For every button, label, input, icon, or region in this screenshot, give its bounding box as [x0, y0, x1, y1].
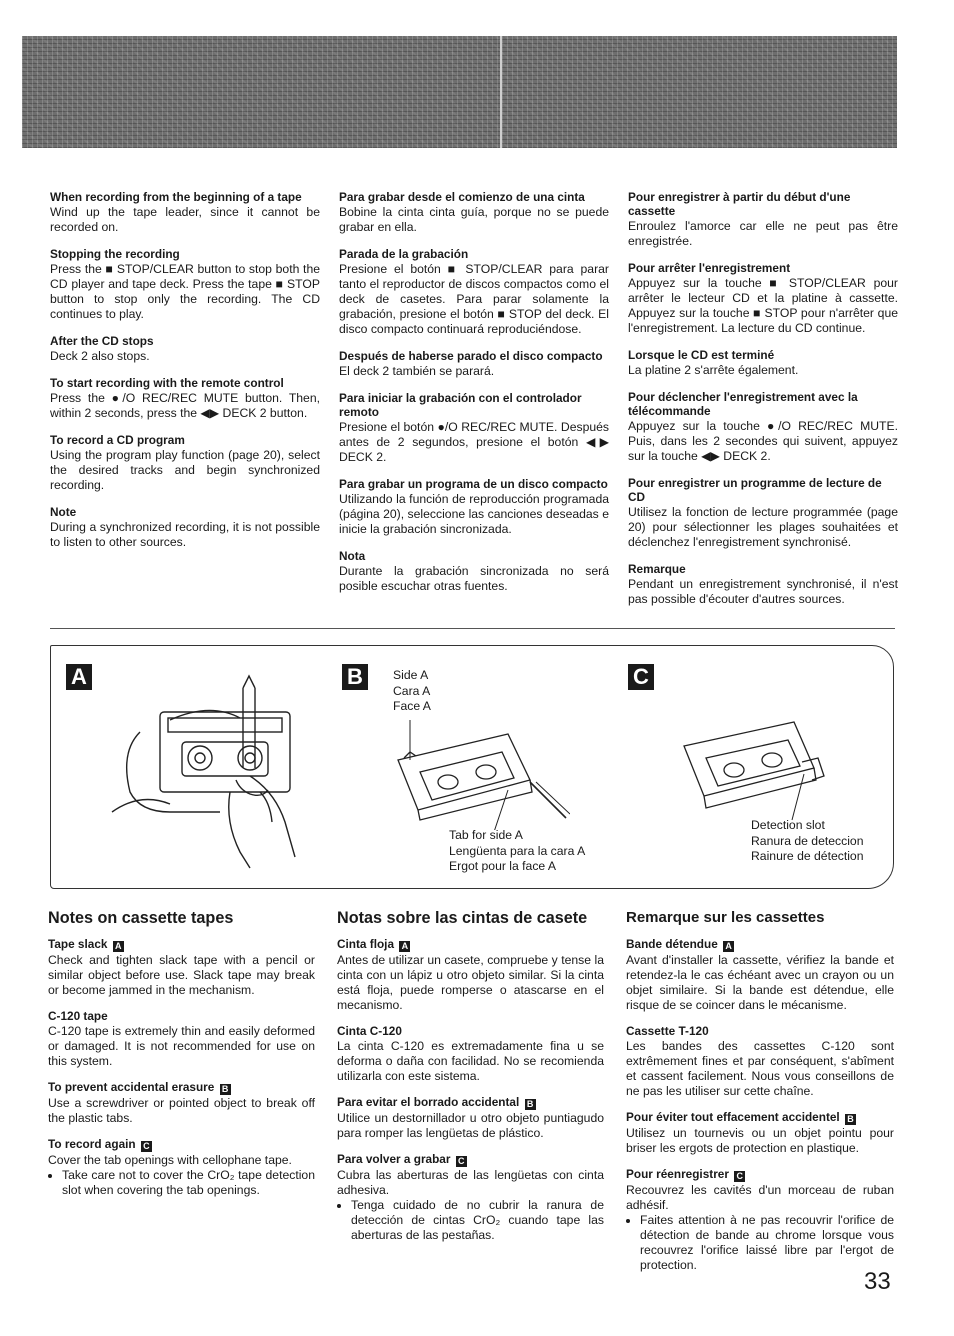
note-text: Avant d'installer la cassette, vérifiez la bande et retendez-la le cas échéant avec un crayon ou un objet similaire. Si la bande est détendue, elle risque de se coincer dans le mécanisme.	[626, 953, 894, 1012]
cassette-tab-illustration	[390, 720, 570, 830]
notes-title-es: Notas sobre las cintas de casete	[337, 909, 588, 927]
section-text: Enroulez l'amorce car elle ne peut pas être enregistrée.	[628, 219, 898, 248]
note-bullets	[337, 1198, 604, 1243]
section-text: El deck 2 también se parará.	[339, 364, 495, 378]
note-heading	[626, 1167, 894, 1182]
section-heading: Nota	[339, 549, 366, 563]
figure-ref-badge: C	[734, 1171, 745, 1182]
section-heading: Pour déclencher l'enregistrement avec la télécommande	[628, 390, 858, 418]
header-banner	[22, 36, 897, 148]
page-number: 33	[864, 1268, 891, 1295]
note-text: La cinta C-120 es extremadamente fina u se deforma o daña con facilidad. No se recomienda utilizarla con este sistema.	[337, 1039, 604, 1083]
heading-text: Para evitar el borrado accidental	[337, 1095, 520, 1109]
section-heading: Después de haberse parado el disco compacto	[339, 349, 603, 363]
note-text: Use a screwdriver or pointed object to break off the plastic tabs.	[48, 1096, 315, 1125]
figure-ref-badge: C	[141, 1141, 152, 1152]
side-a-caption	[393, 668, 431, 715]
section-text: Press the ■ STOP/CLEAR button to stop both the CD player and tape deck. Press the tape ■ STOP button to stop only the recording. The CD continues to play.	[50, 262, 320, 321]
figure-a-label: A	[66, 664, 92, 690]
banner-divider	[500, 36, 502, 148]
section-text: Presione el botón ■ STOP/CLEAR para parar tanto el reproductor de discos compactos como el deck de casetes. Para parar solamente la grabación, presione el botón ■ STOP del deck. El disco compacto continuará reproduciéndose.	[339, 262, 609, 336]
section-text: Durante la grabación sincronizada no será posible escuchar otras fuentes.	[339, 564, 609, 593]
section-heading: Para grabar desde el comienzo de una cinta	[339, 190, 585, 204]
notes-title-fr: Remarque sur les cassettes	[626, 909, 825, 926]
note-heading	[48, 1137, 315, 1152]
caption-line: Rainure de détection	[751, 849, 864, 863]
note-heading: Cassette T-120	[626, 1024, 709, 1038]
section-heading: To start recording with the remote control	[50, 376, 284, 390]
section-heading: Para grabar un programa de un disco compacto	[339, 477, 608, 491]
section-heading: Note	[50, 505, 77, 519]
section-text: Bobine la cinta cinta guía, porque no se puede grabar en ella.	[339, 205, 609, 234]
heading-text: Tape slack	[48, 937, 108, 951]
section-text: Utilisez la fonction de lecture programmée (page 20) pour sélectionner les plages souhaitées et déclenchez l'enregistrement synchronisé.	[628, 505, 898, 549]
section-heading: Remarque	[628, 562, 686, 576]
caption-line: Face A	[393, 699, 431, 713]
heading-text: Pour réenregistrer	[626, 1167, 729, 1181]
caption-line: Ranura de deteccion	[751, 833, 864, 848]
section-text: Appuyez sur la touche ■ STOP/CLEAR pour arrêter le lecteur CD et la platine à cassette. Appuyez sur la touche ■ STOP pour n'arrêter que l'enregistrement. La lecture du CD continue.	[628, 276, 898, 335]
recording-column-es	[339, 190, 609, 606]
note-heading	[48, 937, 315, 952]
figure-ref-badge: A	[723, 941, 734, 952]
section-text: Using the program play function (page 20), select the desired tracks and begin synchronized recording.	[50, 448, 320, 492]
section-heading: To record a CD program	[50, 433, 185, 447]
note-heading	[337, 937, 604, 952]
recording-column-fr	[628, 190, 898, 619]
figure-ref-badge: B	[845, 1114, 856, 1125]
section-text: Press the ●/O REC/REC MUTE button. Then, within 2 seconds, press the ◀▶ DECK 2 button.	[50, 391, 320, 420]
note-heading	[337, 1152, 604, 1167]
note-heading: Cinta C-120	[337, 1024, 402, 1038]
heading-text: Cinta floja	[337, 937, 395, 951]
section-text: Presione el botón ●/O REC/REC MUTE. Después antes de 2 segundos, presione el botón ◀▶ DECK 2.	[339, 420, 609, 464]
section-text: Deck 2 also stops.	[50, 349, 150, 363]
figure-ref-badge: B	[220, 1084, 231, 1095]
section-heading: After the CD stops	[50, 334, 154, 348]
caption-line: Tab for side A	[449, 828, 523, 842]
caption-line: Cara A	[393, 683, 431, 698]
heading-text: To prevent accidental erasure	[48, 1080, 215, 1094]
caption-line: Side A	[393, 668, 429, 682]
tape-tightening-illustration	[100, 672, 320, 872]
note-heading	[626, 937, 894, 952]
section-heading: Lorsque le CD est terminé	[628, 348, 775, 362]
notes-column-es	[337, 937, 604, 1243]
caption-line: Detection slot	[751, 818, 825, 832]
figure-ref-badge: C	[456, 1156, 467, 1167]
note-heading	[337, 1095, 604, 1110]
note-text: Cover the tab openings with cellophane tape.	[48, 1153, 292, 1167]
figure-ref-badge: A	[113, 941, 124, 952]
detection-slot-caption	[751, 818, 863, 865]
section-text: During a synchronized recording, it is not possible to listen to other sources.	[50, 520, 320, 549]
note-bullets	[626, 1213, 894, 1273]
note-text: Check and tighten slack tape with a pencil or similar object before use. Slack tape may break or become jammed in the mechanism.	[48, 953, 315, 997]
section-heading: When recording from the beginning of a tape	[50, 190, 302, 204]
section-heading: Pour enregistrer à partir du début d'une cassette	[628, 190, 851, 218]
figure-ref-badge: B	[525, 1099, 536, 1110]
heading-text: Pour éviter tout effacement accidentel	[626, 1110, 840, 1124]
note-heading	[626, 1110, 894, 1125]
section-heading: Pour enregistrer un programme de lecture de CD	[628, 476, 882, 504]
section-heading: Parada de la grabación	[339, 247, 469, 261]
section-text: La platine 2 s'arrête également.	[628, 363, 799, 377]
caption-line: Ergot pour la face A	[449, 859, 557, 873]
note-bullet: • Tenga cuidado de no cubrir la ranura de detección de cintas CrO₂ cuando tape las aberturas de las pestañas.	[351, 1198, 604, 1243]
section-heading: Para iniciar la grabación con el controlador remoto	[339, 391, 582, 419]
figure-c-label: C	[628, 664, 654, 690]
note-text: Les bandes des cassettes C-120 sont extrêmement fines et par conséquent, s'abîment et cassent facilement. Nous vous conseillons de ne pas les utiliser sur cette chaîne.	[626, 1039, 894, 1098]
note-text: Utilice un destornillador u otro objeto puntiagudo para romper las lengüetas de plástico.	[337, 1111, 604, 1140]
note-text: C-120 tape is extremely thin and easily deformed or damaged. It is not recommended for use on this system.	[48, 1024, 315, 1068]
notes-column-fr	[626, 937, 894, 1273]
figure-b-label: B	[342, 664, 368, 690]
note-bullet: • Take care not to cover the CrO₂ tape detection slot when covering the tab openings.	[62, 1168, 315, 1198]
section-text: Appuyez sur la touche ●/O REC/REC MUTE. Puis, dans les 2 secondes qui suivent, appuyez sur la touche ◀▶ DECK 2.	[628, 419, 898, 463]
section-heading: Pour arrêter l'enregistrement	[628, 261, 791, 275]
tab-caption	[449, 828, 585, 875]
note-text: Recouvrez les cavités d'un morceau de ruban adhésif.	[626, 1183, 894, 1212]
notes-title-en: Notes on cassette tapes	[48, 909, 234, 927]
note-text: Utilisez un tournevis ou un objet pointu pour briser les ergots de protection en plastique.	[626, 1126, 894, 1155]
notes-column-en	[48, 937, 315, 1198]
cassette-slot-illustration	[678, 712, 828, 822]
note-text: Antes de utilizar un casete, compruebe y tense la cinta con un lápiz u otro objeto similar. Si la cinta está floja, puede romperse o atascarse en el mecanismo.	[337, 953, 604, 1012]
recording-column-en	[50, 190, 320, 562]
heading-text: Bande détendue	[626, 937, 718, 951]
heading-text: Para volver a grabar	[337, 1152, 451, 1166]
section-text: Wind up the tape leader, since it cannot be recorded on.	[50, 205, 320, 234]
heading-text: To record again	[48, 1137, 136, 1151]
section-divider	[50, 628, 895, 629]
section-text: Utilizando la función de reproducción programada (página 20), seleccione las canciones deseadas e inicie la grabación sincronizada.	[339, 492, 609, 536]
note-text: Cubra las aberturas de las lengüetas con cinta adhesiva.	[337, 1168, 604, 1197]
figure-ref-badge: A	[399, 941, 410, 952]
section-heading: Stopping the recording	[50, 247, 180, 261]
note-heading	[48, 1080, 315, 1095]
note-bullets	[48, 1168, 315, 1198]
caption-line: Lengüenta para la cara A	[449, 843, 586, 858]
note-heading: C-120 tape	[48, 1009, 108, 1023]
note-bullet: • Faites attention à ne pas recouvrir l'orifice de détection de bande au chrome lorsque vous recouvrez l'orifice laissé libre par l'ergot de protection.	[640, 1213, 894, 1273]
section-text: Pendant un enregistrement synchronisé, il n'est pas possible d'écouter d'autres sources.	[628, 577, 898, 606]
